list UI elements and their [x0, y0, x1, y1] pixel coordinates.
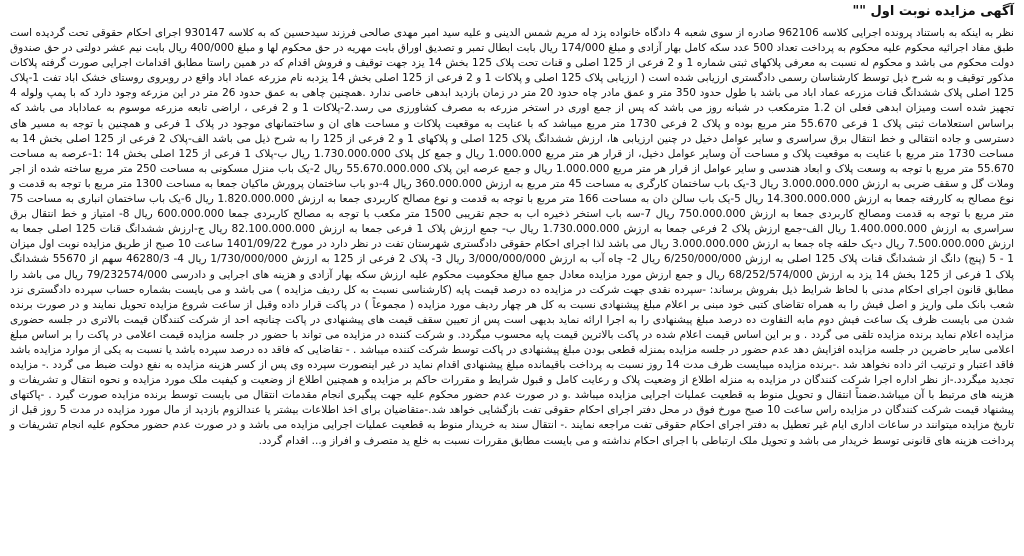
- notice-body: نظر به اینکه به باستناد پرونده اجرایی کلاسه 962106 صادره از سوی شعبه 4 دادگاه خانواده یزد له مریم شمس الدینی و علیه سید امیر مهدی صالحی فرزند سیدحسین که به کلاسه 930147 اجرای احکام حقوقی تحت گردیده است طبق مفاد اجرائیه محکوم علیه محکوم به پرداخت تعداد 500 عدد سکه کامل بهار آزادی و مبلغ 174/000 ریال بابت ابطال تمبر و تصدیق اوراق بابت مهریه در حق محکوم لها و مبلغ 400/000 ریال بابت نیم عشر دولتی در حق صندوق دولت محکوم می باشد و محکوم له نسبت به معرفی پلاکهای ثبتی شماره 1 و 2 فرعی از 125 اصلی و قنات تحت پلاک 125 بخش 14 یزد جهت توقیف و فروش اقدام که در همین راستا مطابق اقدامات اجرایی صورت گرفته پلاکات مذکور توقیف و به شرح ذیل توسط کارشناسان رسمی دادگستری ارزیابی شده است ( ارزیابی پلاک 125 اصلی و پلاکات 1 و 2 فرعی از 125 اصلی بخش 14 یزدبه نام مزرعه عماد اباد واقع در روبروی روستای خشک اباد تفت 1-پلاک 125 اصلی پلاک ششدانگ قنات مزرعه عماد اباد می باشد با طول حدود 350 متر و عمق مادر چاه حدود 20 متر در زمان بازدید ابدهی خاصی ندارد .همچنین چاهی به عمق حدود 26 متر در این مزرعه وجود دارد که با پمپ ولوله 4 تجهیز شده است ومیزان ابدهی فعلی ان 1.2 مترمکعب در شبانه روز می باشد که پس از جمع اوری در استخر مزرعه به مصرف کشاورزی می رسد.2-پلاکات 1 و 2 فرعی ، اراضی تابعه مزرعه موسوم به عماداباد می باشد که براساس استعلامات ثبتی پلاک 1 فرعی 55.670 متر مربع بوده و پلاک 2 فرعی 1730 متر مربع میباشد که با عنایت به موقعیت پلاکات و مساحت های ان و ساختمانهای موجود در پلاک 1 فرعی و همچنین با توجه به مسیر های دسترسی و جاده انتقالی و خط انتقال برق سراسری و سایر عوامل دخیل در چنین ارزیابی ها، ارزش ششدانگ پلاک 125 اصلی و پلاکهای 1 و 2 فرعی از 125 را به شرح ذیل می باشد الف-پلاک 2 فرعی از 125 اصلی بخش 14 به مساحت 1730 متر مربع با عنایت به موقعیت پلاک و مساحت آن وسایر عوامل دخیل، از قرار هر متر مربع 1.000.000 ریال و جمع کل پلاک 1.730.000.000 ریال ب-پلاک 1 فرعی از 125 اصلی بخش 14 :1-عرصه به مساحت 55.670 متر مربع با توجه به وسعت پلاک و ابعاد هندسی و سایر عوامل از قرار هر متر مربع 1.000.000 ریال و جمع عرصه این پلاک 55.670.000.000 ریال 2-یک باب منزل مسکونی به مساحت 250 متر مربع ساخته شده از اجر وملات گل و سقف ضربی به ارزش 3.000.000.000 ریال 3-یک باب ساختمان کارگری به مساحت 45 متر مربع به ارزش 360.000.000 ریال 4-دو باب ساختمان پرورش ماکیان جمعا به مساحت 1300 متر مربع با توجه به قدمت و نوع مصالح به کاررفته جمعا به ارزش 14.300.000.000 ریال 5-یک باب سالن دان به مساحت 166 متر مربع با توجه به قدمت و نوع مصالح کاربردی جمعا به ارزش 1.820.000.000 ریال 6-یک باب ساختمان انباری به مساحت 75 متر مربع با توجه به قدمت ومصالح کاربردی جمعا به ارزش 750.000.000 ریال 7-سه باب استخر ذخیره اب به حجم تقریبی 1500 متر مکعب با توجه به مصالح کاربردی جمعا 600.000.000 ریال 8- امتیاز و خط انتقال برق سراسری به ارزش 1.400.000.000 ریال الف-جمع ارزش پلاک 2 فرعی جمعا به ارزش 1.730.000.000 ریال ب- جمع ارزش پلاک 1 فرعی جمعا به ارزش 82.100.000.000 ریال ج-ارزش ششدانگ قنات 125 اصلی جمعا به ارزش 7.500.000.000 ریال د-یک حلقه چاه جمعا به ارزش 3.000.000.000 ریال می باشد لذا اجرای احکام حقوقی دادگستری شهرستان تفت در نظر دارد در مورخ 1401/09/22 ساعت 10 صبح از طریق مزایده نوبت اول میزان 1 - 5 (پنج) دانگ از ششدانگ قنات پلاک 125 اصلی به ارزش 6/250/000/000 ریال 2- چاه آب به ارزش 3/000/000/000 ریال 3- پلاک 2 فرعی از 125 به ارزش 1/730/000/000 ریال 4- 46280/3 سهم از 55670 ششدانگ پلاک 1 فرعی از 125 بخش 14 یزد به ارزش 68/252/574/000 ریال و جمع ارزش مورد مزایده معادل جمع مبالغ محکومیت محکوم علیه ارزش سکه بهار آزادی و هزینه های اجرایی و دادرسی 79/232574/000 ریال می باشد را مطابق قانون اجرای احکام مدنی با لحاظ شرایط ذیل بفروش برساند: -سپرده نقدی جهت شرکت در مزایده ده درصد قیمت پایه (کارشناسی نسبت به کل ردیف مزایده ) می باشد و می بایست بشماره حساب سپرده دادگستری نزد شعب بانک ملی واریز و اصل فیش را به همراه تقاضای کتبی خود مبنی بر اعلام مبلغ پیشنهادی نسبت به کل هر چهار ردیف مورد مزایده ( مجموعاً ) در پاکت قرار داده وقبل از ساعت شروع مزایده تحویل نمایند و در صورت برنده شدن می بایست ظرف یک ساعت فیش دوم مابه التفاوت ده درصد مبلغ پیشنهادی را به اجرا ارائه نماید بدیهی است پس از تعیین سقف قیمت های پیشنهادی در پاکت چنانچه احد از شرکت کنندگان قیمت بالاتری در جلسه حضوری مزایده اعلام نماید برنده مزایده تلقی می گردد . و بر این اساس قیمت اعلام شده در پاکت بالاترین قیمت پایه محسوب میگردد. و شرکت کننده در مزایده می تواند با حضور در جلسه مزایده قیمت اعلامی در پاکت را بر اساس مبلغ اعلامی سایر حاضرین در جلسه مزایده افزایش دهد عدم حضور در جلسه مزایده بمنزله قطعی بودن مبلغ پیشنهادی در پاکت توسط شرکت کننده میباشد . - تقاضایی که فاقد ده درصد سپرده باشد یا نسبت به یکی از موارد مزایده باشد فاقد اعتبار و ترتیب اثر داده نخواهد شد .-برنده مزایده میبایست ظرف مدت 14 روز نسبت به پرداخت باقیمانده مبلغ پیشنهادی اقدام نماید در غیر اینصورت سپرده وی پس از کسر هزینه مزایده به نفع دولت ضبط می گردد .- مزایده تجدید میگردد.-از نظر اداره اجرا شرکت کنندگان در مزایده به منزله اطلاع از وضعیت پلاک و رعایت کامل و قبول شرایط و مقررات حاکم بر مزایده و همچنین اطلاع از وضعیت و کیفیت ملک مورد مزایده و نحوه انتقال و تشریفات و هزینه های مرتبط با آن میباشد.ضمناً انتقال و تحویل منوط به قطعیت عملیات اجرایی مزایده میباشد .و در صورت عدم حضور محکوم علیه جهت پیگیری انجام مقدمات انتقال می بایست توسط برنده مزایده صورت گیرد . -پاکتهای پیشنهاد قیمت شرکت کنندگان در مزایده راس ساعت 10 صبح مورخ فوق در محل دفتر اجرای احکام حقوقی تفت بازگشایی خواهد شد.-متقاضیان برای اخذ اطلاعات بیشتر یا عندالزوم بازدید از مال مورد مزایده در مدت 5 روز قبل از تاریخ مزایده میتوانند در ساعات اداری ایام غیر تعطیل به دفتر اجرای احکام حقوقی تفت مراجعه نمایند .- انتقال سند به خریدار منوط به قطعیت عملیات اجرایی مزایده می باشد و در صورت عدم حضور محکوم علیه انجام تشریفات و پرداخت هزینه های قانونی توسط خریدار می باشد و تحویل ملک ارتباطی با اجرای احکام نداشته و می بایست مطابق مقررات نسبت به خلع ید متصرف و افراز و... اقدام گردد.: [10, 27, 1015, 447]
- notice-title: آگهی مزایده نوبت اول "": [852, 4, 1014, 19]
